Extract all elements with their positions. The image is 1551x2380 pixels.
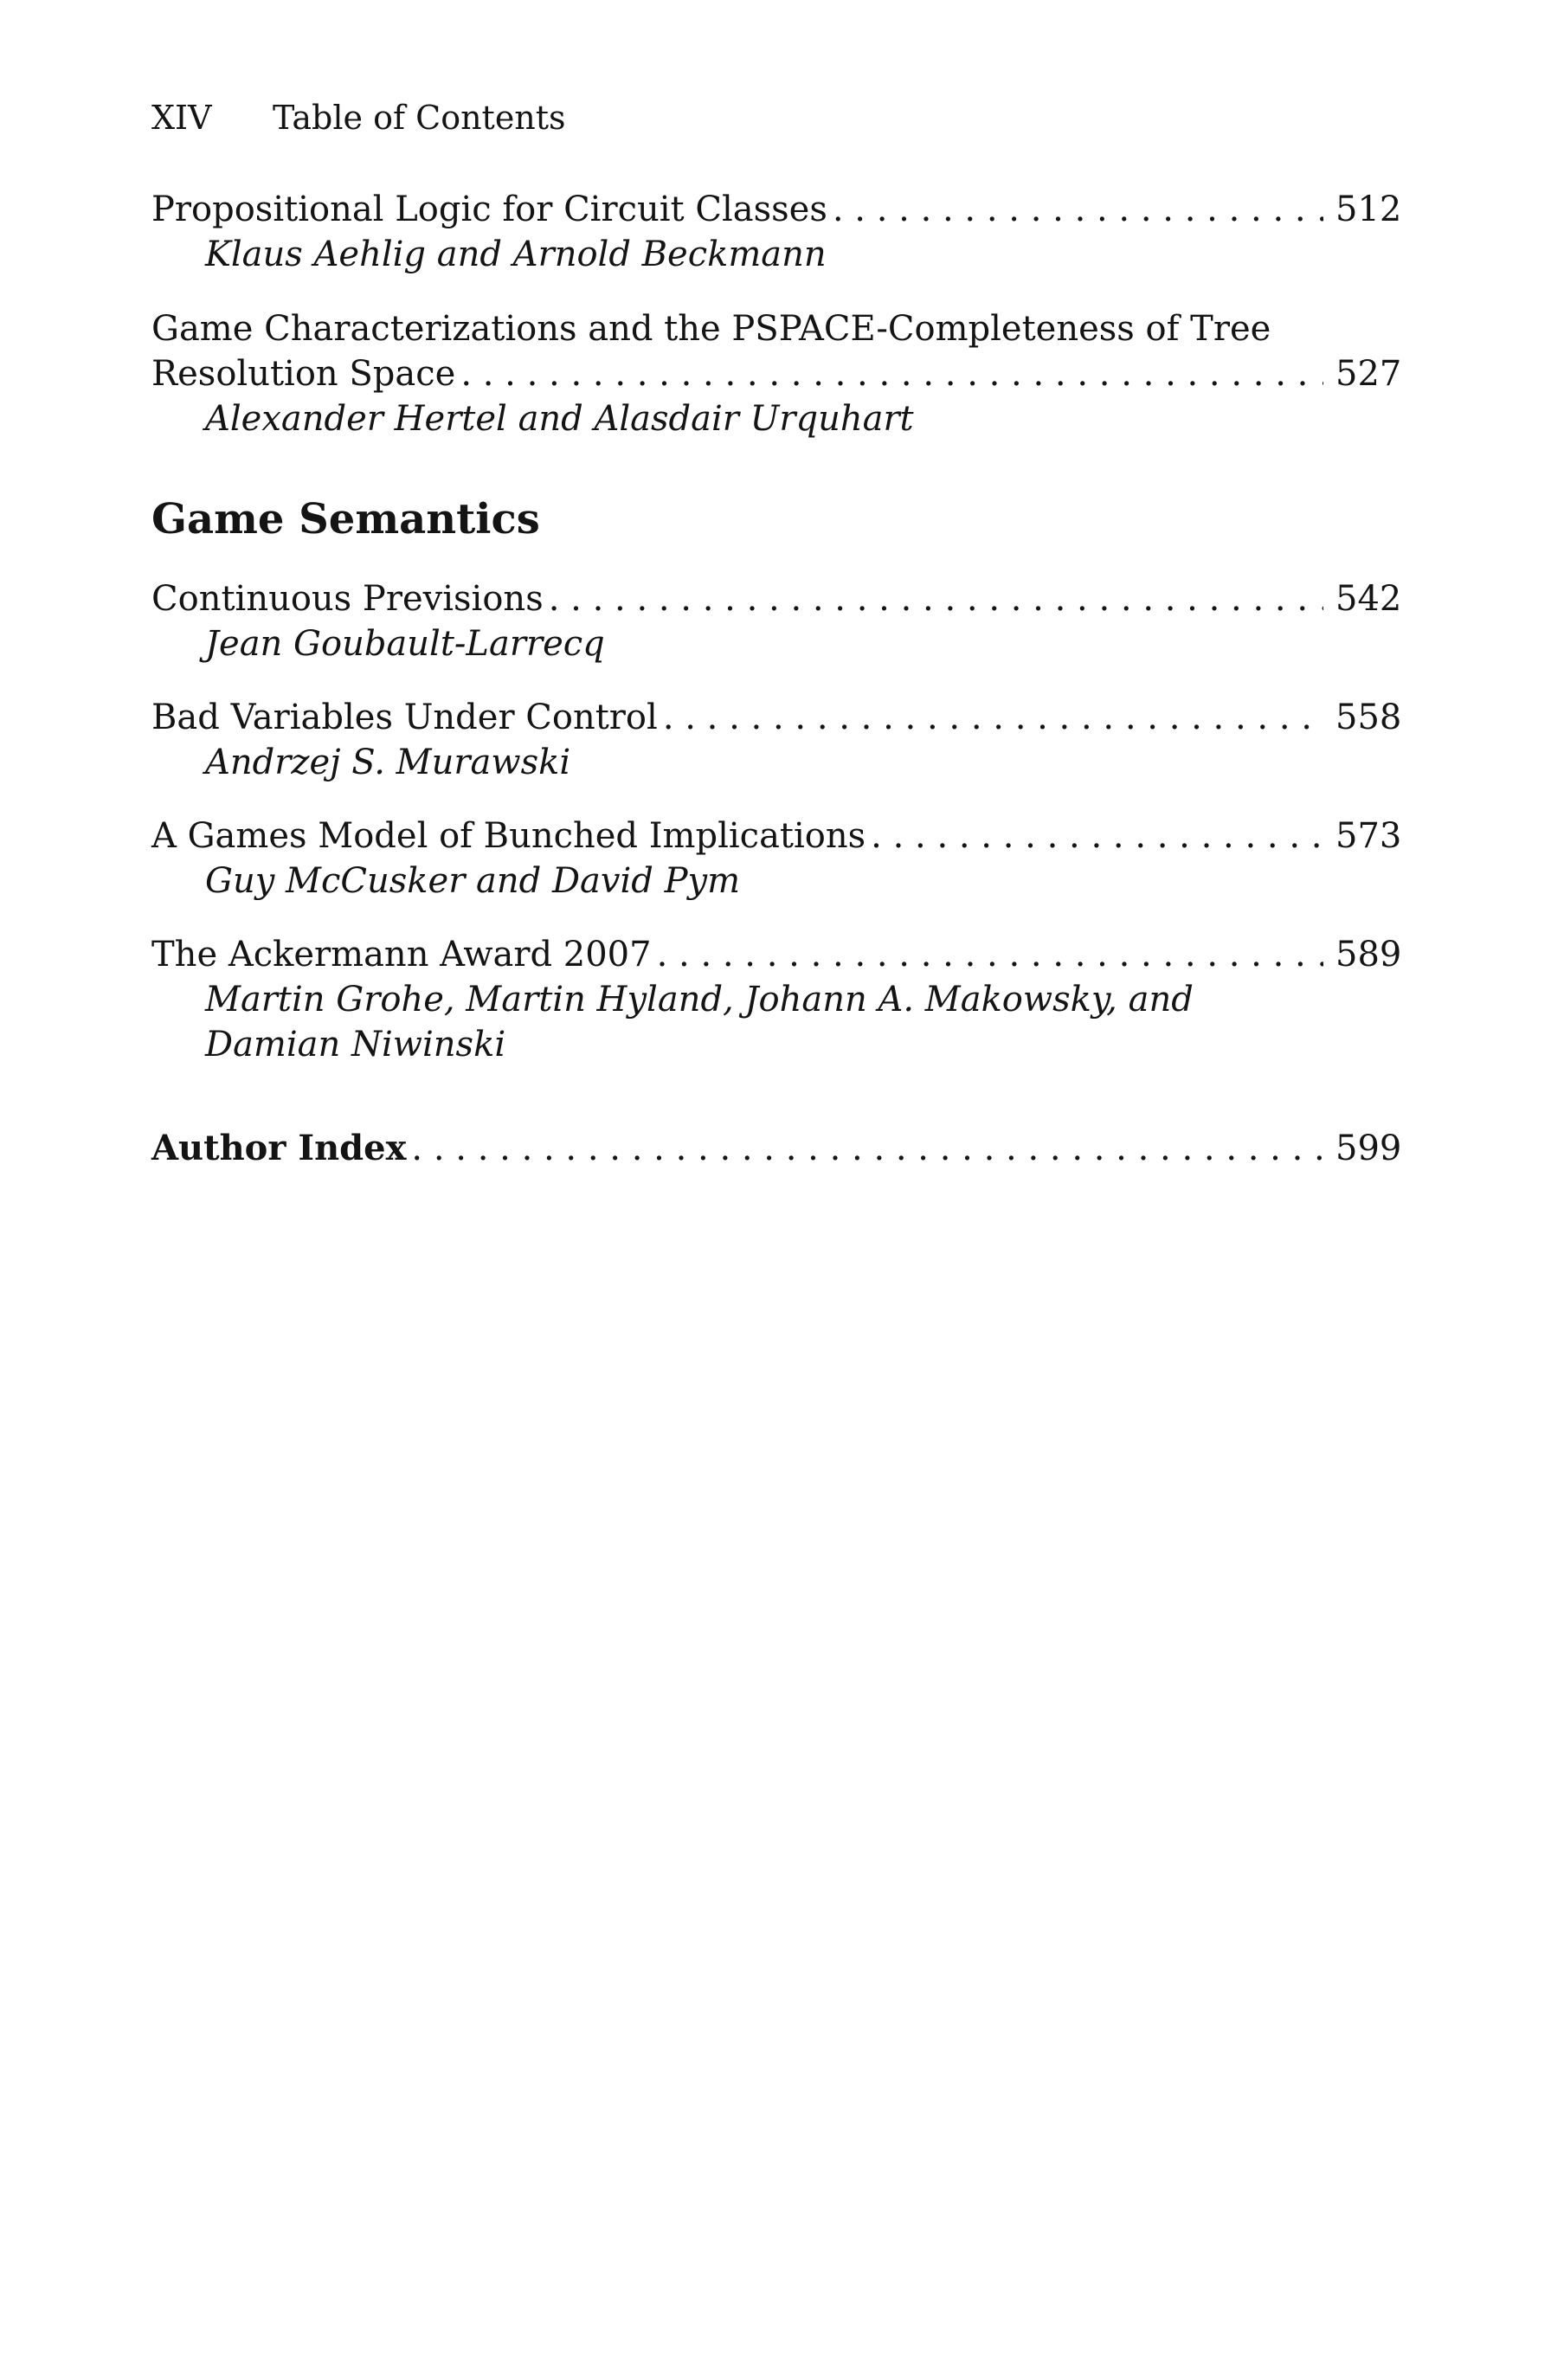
toc-entry[interactable] — [151, 695, 1402, 785]
entry-title: Continuous Previsions — [151, 579, 544, 619]
author-index-page-number: 599 — [1335, 1129, 1402, 1168]
toc-entry[interactable] — [151, 187, 1402, 277]
dot-leader — [871, 814, 1323, 859]
entry-title-line — [151, 932, 1402, 977]
entry-authors-continued: Damian Niwinski — [205, 1025, 506, 1065]
running-head — [151, 95, 566, 140]
entry-title: Game Characterizations and the PSPACE-Completeness of Tree — [151, 309, 1271, 349]
entry-title-line — [151, 351, 1402, 396]
toc-entry[interactable] — [151, 306, 1402, 441]
entry-authors: Andrzej S. Murawski — [205, 743, 571, 782]
entry-page-number: 527 — [1335, 354, 1402, 394]
entry-title-line — [151, 814, 1402, 859]
entry-title-line — [151, 187, 1402, 232]
entry-page-number: 512 — [1335, 190, 1402, 229]
entry-title: A Games Model of Bunched Implications — [151, 816, 866, 856]
toc-entry[interactable] — [151, 576, 1402, 666]
toc-entry-author-index[interactable] — [151, 1126, 1402, 1171]
dot-leader — [833, 187, 1323, 232]
dot-leader — [460, 351, 1323, 396]
dot-leader — [411, 1126, 1323, 1171]
toc-entry[interactable] — [151, 932, 1402, 1067]
entry-title-line — [151, 695, 1402, 740]
entry-authors: Jean Goubault-Larrecq — [205, 624, 605, 664]
toc-entry[interactable] — [151, 814, 1402, 904]
entry-title: Bad Variables Under Control — [151, 698, 658, 737]
page-folio: XIV — [151, 99, 212, 137]
entry-page-number: 573 — [1335, 816, 1402, 856]
entry-page-number: 589 — [1335, 935, 1402, 975]
entry-title-line — [151, 576, 1402, 621]
entry-title: Propositional Logic for Circuit Classes — [151, 190, 827, 229]
section-heading: Game Semantics — [151, 495, 540, 544]
entry-title-continued: Resolution Space — [151, 354, 456, 394]
dot-leader — [663, 695, 1323, 740]
running-title: Table of Contents — [273, 99, 566, 137]
entry-authors: Martin Grohe, Martin Hyland, Johann A. Makowsky, and — [205, 980, 1194, 1020]
entry-page-number: 558 — [1335, 698, 1402, 737]
entry-authors: Alexander Hertel and Alasdair Urquhart — [205, 399, 914, 439]
dot-leader — [549, 576, 1323, 621]
entry-page-number: 542 — [1335, 579, 1402, 619]
entry-title-line — [151, 1126, 1402, 1171]
entry-title: The Ackermann Award 2007 — [151, 935, 652, 975]
entry-authors: Klaus Aehlig and Arnold Beckmann — [205, 235, 827, 274]
author-index-label: Author Index — [151, 1128, 407, 1168]
dot-leader — [657, 932, 1323, 977]
entry-authors: Guy McCusker and David Pym — [205, 861, 741, 901]
